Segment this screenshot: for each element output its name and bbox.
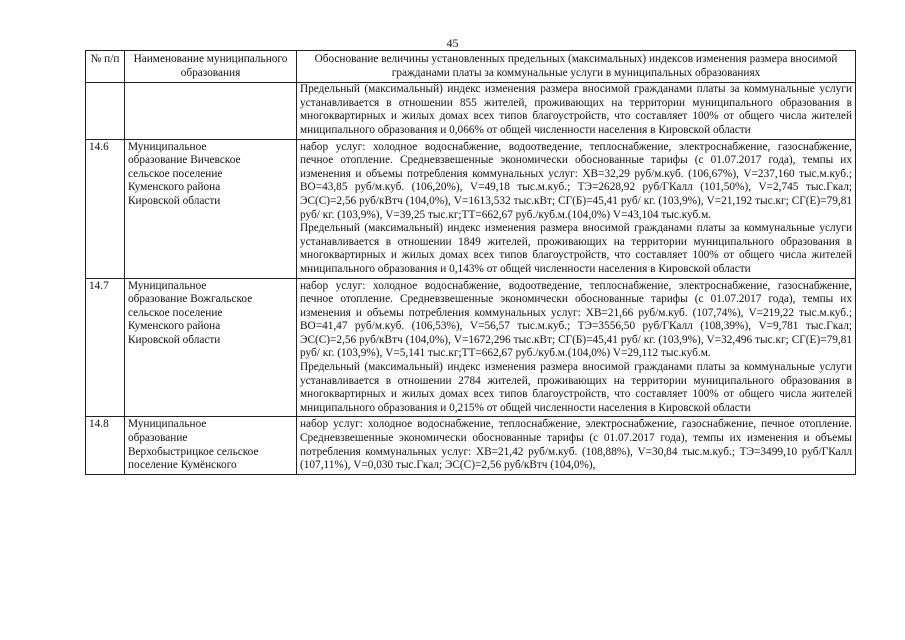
- municipality-name: [125, 417, 297, 474]
- name-line: поселение Кумёнского: [128, 459, 237, 472]
- table-header-row: [86, 51, 856, 83]
- services-paragraph: набор услуг: холодное водоснабжение, водоотведение, теплоснабжение, электроснабжение, газоснабжение, печное отопление. Средневзвешенные экономически обоснованные тарифы (с 01.07.2017 года), темпы их изменения и объемы потребления коммунальных услуг: ХВ=21,66 руб/м.куб. (107,74%), V=219,22 тыс.м.куб.; ВО=41,47 руб/м.куб. (106,53%), V=56,57 тыс.м.куб.; ТЭ=3556,50 руб/ГКалл (108,39%), V=9,781 тыс.Гкал; ЭС(С)=2,56 руб/кВтч (104,0%), V=1672,296 тыс.кВт; СГ(Б)=45,41 руб/ кг. (103,9%), V=32,496 тыс.кг; СГ(Е)=79,81 руб/ кг. (103,9%), V=5,141 тыс.кг;ТТ=662,67 руб./куб.м.(104,0%) V=29,112 тыс.куб.м.: [300, 279, 852, 360]
- index-paragraph: Предельный (максимальный) индекс изменения размера вносимой гражданами платы за коммунальные услуги устанавливается в отношении 855 жителей, проживающих на территории муниципального образования в многоквартирных и жилых домах всех типов благоустройств, что составляет 100% от общего числа жителей мниципального образования и 0,066% от общей численности населения в Кировской области: [300, 83, 852, 136]
- name-line: Кировской области: [128, 194, 221, 207]
- row-justification-cell: [297, 417, 856, 474]
- table-row: [86, 139, 856, 278]
- name-line: Верхобыстрицкое сельское: [128, 445, 259, 458]
- row-justification-cell: [297, 83, 856, 139]
- row-name-cell: [125, 83, 297, 139]
- name-line: Муниципальное: [128, 140, 207, 153]
- name-line: Куменского района: [128, 320, 221, 333]
- row-justification-cell: [297, 278, 856, 417]
- row-num-cell: [86, 83, 125, 139]
- municipality-name: [125, 278, 297, 417]
- name-line: сельское поселение: [128, 167, 223, 180]
- index-paragraph: Предельный (максимальный) индекс изменения размера вносимой гражданами платы за коммунальные услуги устанавливается в отношении 1849 жителей, проживающих на территории муниципального образования в многоквартирных и жилых домах всех типов благоустройств, что составляет 100% от общего числа жителей мниципального образования и 0,143% от общей численности населения в Кировской области: [300, 222, 852, 275]
- services-paragraph: набор услуг: холодное водоснабжение, водоотведение, теплоснабжение, электроснабжение, газоснабжение, печное отопление. Средневзвешенные экономически обоснованные тарифы (с 01.07.2017 года), темпы их изменения и объемы потребления коммунальных услуг: ХВ=32,29 руб/м.куб. (106,67%), V=237,160 тыс.м.куб.; ВО=43,85 руб/м.куб. (106,20%), V=49,18 тыс.м.куб.; ТЭ=2628,92 руб/ГКалл (101,50%), V=2,745 тыс.Гкал; ЭС(С)=2,56 руб/кВтч (104,0%), V=1613,532 тыс.кВт; СГ(Б)=45,41 руб/ кг. (103,9%), V=21,192 тыс.кг; СГ(Е)=79,81 руб/ кг. (103,9%), V=39,25 тыс.кг;ТТ=662,67 руб./куб.м.(104,0%) V=43,104 тыс.куб.м.: [300, 140, 852, 221]
- table-row-continued: [86, 83, 856, 139]
- row-num: 14.8: [86, 417, 125, 474]
- name-line: Кировской области: [128, 333, 221, 346]
- name-line: образование: [128, 432, 188, 445]
- services-paragraph: набор услуг: холодное водоснабжение, теплоснабжение, электроснабжение, газоснабжение, печное отопление. Средневзвешенные экономически обоснованные тарифы (с 01.07.2017 года), темпы их изменения и объемы потребления коммунальных услуг: ХВ=21,42 руб/м.куб. (108,88%), V=30,84 тыс.м.куб.; ТЭ=3499,10 руб/ГКалл (107,11%), V=0,030 тыс.Гкал; ЭС(С)=2,56 руб/кВтч (104,0%),: [300, 418, 852, 472]
- table-row: [86, 417, 856, 474]
- index-paragraph: Предельный (максимальный) индекс изменения размера вносимой гражданами платы за коммунальные услуги устанавливается в отношении 2784 жителей, проживающих на территории муниципального образования в многоквартирных и жилых домах всех типов благоустройств, что составляет 100% от общего числа жителей мниципального образования и 0,215% от общей численности населения в Кировской области: [300, 361, 852, 414]
- name-line: Муниципальное: [128, 279, 207, 292]
- name-line: Муниципальное: [128, 418, 207, 431]
- header-justification: Обоснование величины установленных предельных (максимальных) индексов изменения размера вносимой гражданами платы за коммунальные услуги в муниципальных образованиях: [297, 51, 856, 83]
- tariff-table: [85, 50, 856, 475]
- row-justification-cell: [297, 139, 856, 278]
- row-num: 14.6: [86, 139, 125, 278]
- header-name: Наименование муниципального образования: [125, 51, 297, 83]
- name-line: Куменского района: [128, 181, 221, 194]
- name-line: образование Вожгальское: [128, 293, 253, 306]
- page-number: 45: [446, 36, 459, 50]
- header-num: № п/п: [86, 51, 125, 83]
- row-num: 14.7: [86, 278, 125, 417]
- name-line: образование Вичевское: [128, 154, 241, 167]
- table-row: [86, 278, 856, 417]
- name-line: сельское поселение: [128, 306, 223, 319]
- municipality-name: [125, 139, 297, 278]
